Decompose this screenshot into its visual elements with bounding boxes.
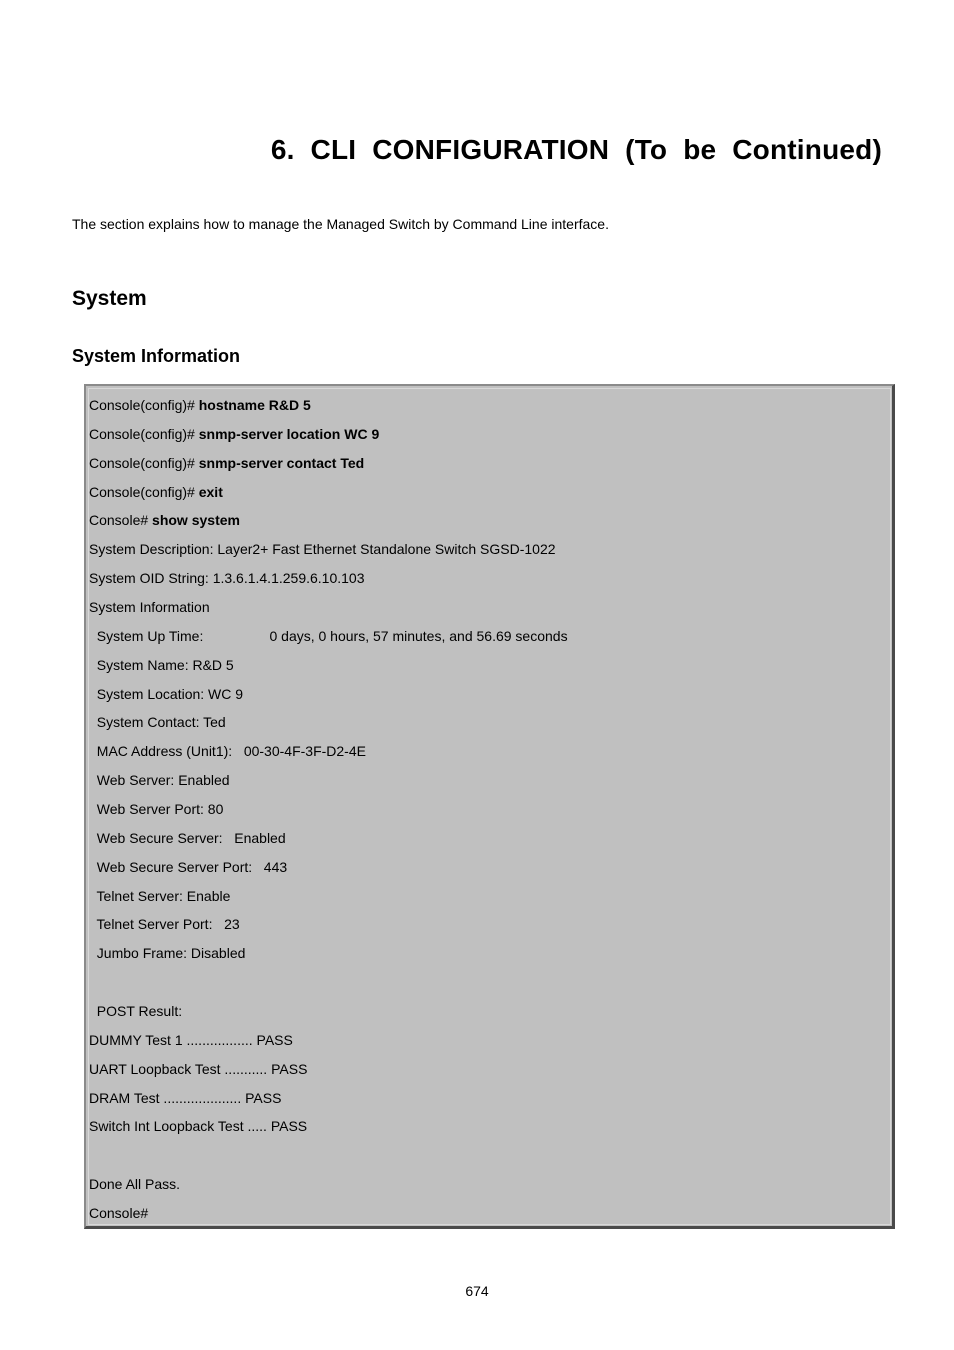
console-line-text: System OID String: 1.3.6.1.4.1.259.6.10.103 xyxy=(89,570,365,587)
console-line-text: Console(config)# xyxy=(89,483,199,500)
console-line xyxy=(89,506,568,535)
console-line xyxy=(89,737,568,766)
console-line xyxy=(89,1112,568,1141)
console-line-text: Telnet Server: Enable xyxy=(89,887,231,904)
console-line-text: Console(config)# xyxy=(89,454,199,471)
console-line xyxy=(89,564,568,593)
console-line-text: Telnet Server Port: 23 xyxy=(89,916,240,933)
console-line xyxy=(89,391,568,420)
console-line-text: Web Secure Server Port: 443 xyxy=(89,858,288,875)
console-line xyxy=(89,795,568,824)
console-line-text: MAC Address (Unit1): 00-30-4F-3F-D2-4E xyxy=(89,743,366,760)
console-command: snmp-server contact Ted xyxy=(198,454,365,471)
console-line-text: Console# xyxy=(89,512,153,529)
console-line xyxy=(89,1199,568,1228)
console-line-text: System Information xyxy=(89,599,210,616)
console-line xyxy=(89,1084,568,1113)
console-command: hostname R&D 5 xyxy=(198,397,311,413)
console-lines xyxy=(89,391,568,1228)
console-line-text: Console(config)# xyxy=(89,397,199,413)
console-line-text: System Name: R&D 5 xyxy=(89,656,234,673)
console-output-box xyxy=(84,384,895,1229)
console-line xyxy=(89,651,568,680)
console-line-text: System Location: WC 9 xyxy=(89,685,244,702)
console-line-text: System Up Time: 0 days, 0 hours, 57 minutes, and 56.69 seconds xyxy=(89,627,568,644)
console-line xyxy=(89,968,568,997)
console-line-text: System Description: Layer2+ Fast Ethernet Standalone Switch SGSD-1022 xyxy=(89,541,556,558)
page-number: 674 xyxy=(465,1283,489,1299)
console-line xyxy=(89,1055,568,1084)
console-line xyxy=(89,420,568,449)
console-line xyxy=(89,680,568,709)
console-line-text: Console# xyxy=(89,1205,149,1222)
console-command: snmp-server location WC 9 xyxy=(198,425,380,442)
console-line-text: Web Secure Server: Enabled xyxy=(89,829,286,846)
console-line xyxy=(89,766,568,795)
console-line xyxy=(89,824,568,853)
console-line-text: Web Server Port: 80 xyxy=(89,801,224,818)
intro-paragraph: The section explains how to manage the Managed Switch by Command Line interface. xyxy=(72,216,609,232)
console-line xyxy=(89,910,568,939)
console-line xyxy=(89,882,568,911)
console-line-text: Done All Pass. xyxy=(89,1176,181,1193)
section-heading: System xyxy=(72,287,147,310)
console-line-text: UART Loopback Test ........... PASS xyxy=(89,1060,308,1077)
console-command: show system xyxy=(152,512,240,529)
console-line xyxy=(89,708,568,737)
console-command: exit xyxy=(198,483,223,500)
console-line xyxy=(89,1141,568,1170)
console-line xyxy=(89,535,568,564)
console-line-text: System Contact: Ted xyxy=(89,714,226,731)
console-line-text: DRAM Test .................... PASS xyxy=(89,1089,282,1106)
console-line-text: Console(config)# xyxy=(89,425,199,442)
console-line xyxy=(89,622,568,651)
console-line xyxy=(89,1026,568,1055)
console-line xyxy=(89,449,568,478)
console-line-text: Switch Int Loopback Test ..... PASS xyxy=(89,1118,308,1135)
console-line xyxy=(89,997,568,1026)
console-line-text: POST Result: xyxy=(89,1003,183,1020)
console-line xyxy=(89,939,568,968)
console-line xyxy=(89,478,568,507)
console-line-text: Web Server: Enabled xyxy=(89,772,230,789)
chapter-title: 6. CLI CONFIGURATION (To be Continued) xyxy=(270,134,882,165)
console-line xyxy=(89,853,568,882)
console-line-text: DUMMY Test 1 ................. PASS xyxy=(89,1031,293,1048)
console-line xyxy=(89,1170,568,1199)
console-line-text: Jumbo Frame: Disabled xyxy=(89,945,246,962)
console-line xyxy=(89,593,568,622)
subsection-heading: System Information xyxy=(72,346,241,366)
